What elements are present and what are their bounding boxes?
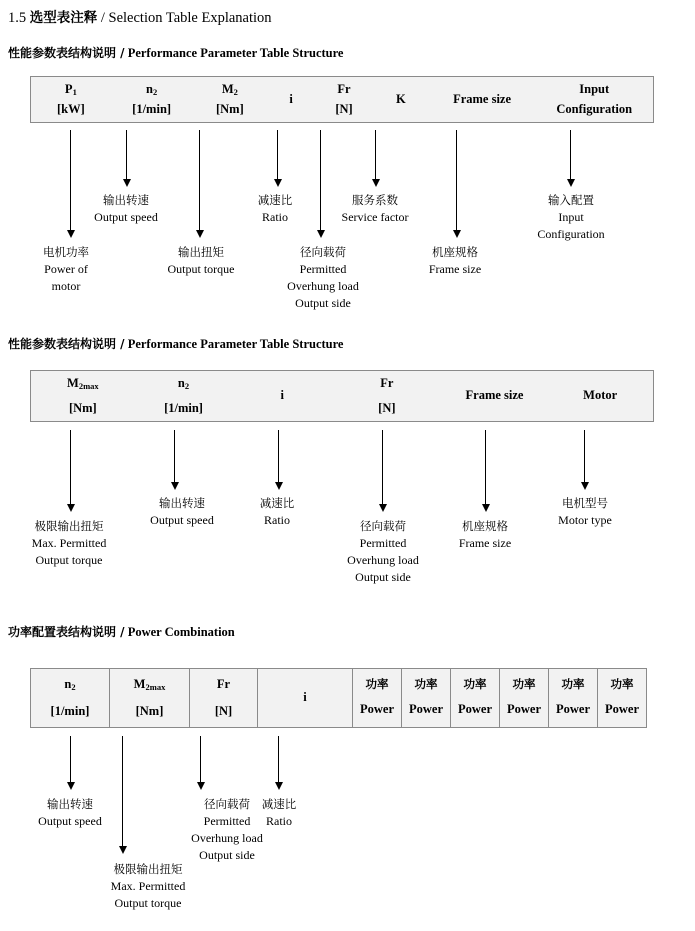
table-3-col-power-4 <box>499 669 548 727</box>
callout-ratio-3 <box>238 796 320 830</box>
performance-parameter-table-2 <box>30 370 654 422</box>
callout-overhung-load-3-en-1: Permitted <box>203 813 251 828</box>
callout-max-permitted-output-torque-3 <box>88 861 208 912</box>
callout-output-torque-en-1: Output torque <box>167 261 235 276</box>
callout-frame-size-2-en-1: Frame size <box>458 535 512 550</box>
callout-max-torque-3-cn: 极限输出扭矩 <box>113 862 183 876</box>
callout-input-configuration <box>516 192 626 243</box>
page-title-sep: / <box>100 10 105 26</box>
table-3-col-power-3-cn: 功率 <box>463 677 487 692</box>
arrow-down-icon <box>274 736 283 790</box>
callout-overhung-load-2-cn: 径向载荷 <box>360 519 406 533</box>
table-3-col-fr <box>189 669 257 727</box>
table-2-col-i-line1: i <box>280 388 284 403</box>
arrow-down-icon <box>481 430 490 512</box>
arrow-down-icon <box>452 130 461 238</box>
table-1-col-i-line1: i <box>289 91 293 106</box>
callout-service-factor-cn: 服务系数 <box>352 193 398 207</box>
table-2-col-fr-line2: [N] <box>378 401 396 415</box>
table-3-col-n2-line1: $n_2$ <box>64 676 76 692</box>
table-1-col-p1-line2: [kW] <box>56 101 85 116</box>
table-1-col-k <box>373 77 429 122</box>
table-3-col-m2max-line2: [Nm] <box>135 704 164 718</box>
table-1-col-input-line1: Input <box>579 82 610 97</box>
callout-input-configuration-en-1: Input <box>558 209 584 224</box>
callout-output-torque <box>146 244 256 278</box>
table-3-col-power-6-cn: 功率 <box>610 677 634 692</box>
table-2-col-m2max-sub: 2max <box>78 380 99 391</box>
callout-motor-type-cn: 电机型号 <box>562 496 608 510</box>
callout-overhung-load-2-en-1: Permitted <box>359 535 407 550</box>
callout-output-speed <box>76 192 176 226</box>
callout-overhung-load-2 <box>322 518 444 587</box>
table-3-col-power-3-en: Power <box>457 702 492 717</box>
callout-frame-size-2 <box>432 518 538 552</box>
arrow-down-icon <box>378 430 387 512</box>
callout-frame-size-cn: 机座规格 <box>432 245 478 259</box>
table-1-col-m2-line2: [Nm] <box>215 101 244 116</box>
callout-output-speed-2-cn: 输出转速 <box>159 496 205 510</box>
table-1-col-fr <box>315 77 373 122</box>
table-3-col-power-2-cn: 功率 <box>414 677 438 692</box>
table-2-col-m2max <box>31 371 135 421</box>
table-1-col-p1 <box>31 77 111 122</box>
power-combination-table <box>30 668 647 728</box>
page-title-number: 1.5 <box>8 10 27 26</box>
section-2-heading <box>8 335 343 352</box>
section-2-heading-en: Performance Parameter Table Structure <box>127 337 344 351</box>
table-1-col-m2 <box>192 77 267 122</box>
section-1-heading-en: Performance Parameter Table Structure <box>127 46 344 60</box>
arrow-down-icon <box>566 130 575 187</box>
performance-parameter-table-1 <box>30 76 654 123</box>
section-3-heading-en: Power Combination <box>127 625 235 639</box>
callout-overhung-load-2-en-2: Overhung load <box>347 553 419 568</box>
callout-max-permitted-output-torque <box>10 518 128 569</box>
callout-output-speed-2-en-1: Output speed <box>150 512 214 527</box>
table-3-col-power-5-cn: 功率 <box>561 677 585 692</box>
table-3-col-power-3 <box>450 669 499 727</box>
callout-ratio-2-cn: 减速比 <box>259 496 295 510</box>
page-title-en: Selection Table Explanation <box>108 10 272 26</box>
callout-output-speed-3-en-1: Output speed <box>38 813 102 828</box>
callout-frame-size-en-1: Frame size <box>428 261 482 276</box>
callout-service-factor <box>316 192 434 226</box>
table-3-col-power-2-en: Power <box>408 702 443 717</box>
callout-frame-size-2-cn: 机座规格 <box>462 519 508 533</box>
callout-overhung-load <box>262 244 384 313</box>
table-3-col-i-line1: i <box>303 690 307 705</box>
callout-max-torque-en-2: Output torque <box>35 553 103 568</box>
callout-overhung-load-en-3: Output side <box>295 296 351 311</box>
table-1-col-m2-line1: $M_2$ <box>221 82 238 98</box>
table-1-col-n2-line2: [1/min] <box>132 101 172 116</box>
callout-overhung-load-en-1: Permitted <box>299 261 347 276</box>
arrow-down-icon <box>118 736 127 854</box>
section-3-heading <box>8 623 235 640</box>
arrow-down-icon <box>371 130 380 187</box>
table-3-col-power-4-cn: 功率 <box>512 677 536 692</box>
callout-overhung-load-cn: 径向载荷 <box>300 245 346 259</box>
callout-overhung-load-3-cn: 径向载荷 <box>204 797 250 811</box>
callout-output-torque-cn: 输出扭矩 <box>178 245 224 259</box>
section-1-heading-cn: 性能参数表结构说明 / <box>8 46 125 60</box>
table-2-col-fr-line1: Fr <box>380 375 394 390</box>
table-3-col-power-1 <box>352 669 401 727</box>
table-2-col-n2 <box>135 371 233 421</box>
table-2-col-n2-sub: 2 <box>184 380 190 391</box>
table-1-col-i <box>267 77 315 122</box>
callout-overhung-load-2-en-3: Output side <box>355 570 411 585</box>
table-3-col-n2-line2: [1/min] <box>50 704 90 718</box>
table-3-col-fr-line2: [N] <box>214 704 233 718</box>
callout-output-speed-2 <box>130 495 234 529</box>
callout-service-factor-en-1: Service factor <box>341 209 409 224</box>
table-2-col-frame-size-line1: Frame size <box>465 388 524 403</box>
table-3-col-fr-line1: Fr <box>216 676 231 691</box>
table-1-col-m2-sub: 2 <box>233 87 238 98</box>
callout-output-speed-en-1: Output speed <box>94 209 158 224</box>
table-3-col-power-5 <box>548 669 597 727</box>
table-1-col-input-configuration <box>535 77 653 122</box>
arrow-down-icon <box>66 736 75 790</box>
arrow-down-icon <box>274 430 283 490</box>
table-1-col-fr-line1: Fr <box>337 82 351 97</box>
section-2-heading-cn: 性能参数表结构说明 / <box>8 337 125 351</box>
table-1-col-n2-sub: 2 <box>152 87 158 98</box>
arrow-down-icon <box>195 130 204 238</box>
table-3-col-power-5-en: Power <box>555 702 590 717</box>
callout-output-speed-3-cn: 输出转速 <box>47 797 93 811</box>
table-2-col-n2-line1: $n_2$ <box>177 375 190 391</box>
callout-max-torque-en-1: Max. Permitted <box>31 535 107 550</box>
callout-ratio-2 <box>236 495 318 529</box>
arrow-down-icon <box>170 430 179 490</box>
callout-max-torque-3-en-2: Output torque <box>114 896 182 911</box>
table-2-col-motor <box>547 371 653 421</box>
table-1-col-frame-size-line1: Frame size <box>453 91 512 106</box>
table-1-col-frame-size <box>429 77 536 122</box>
arrow-down-icon <box>66 130 75 238</box>
callout-motor-type <box>533 495 637 529</box>
table-2-col-i <box>232 371 332 421</box>
callout-input-configuration-en-2: Configuration <box>537 227 605 242</box>
callout-overhung-load-en-2: Overhung load <box>287 279 359 294</box>
table-2-col-fr <box>332 371 442 421</box>
table-2-col-m2max-line1: $M_{2max}$ <box>67 375 99 391</box>
callout-output-speed-cn: 输出转速 <box>103 193 149 207</box>
table-2-col-frame-size <box>442 371 548 421</box>
callout-power-of-motor-cn: 电机功率 <box>43 245 89 259</box>
table-1-col-n2 <box>111 77 193 122</box>
callout-motor-type-en-1: Motor type <box>558 512 612 527</box>
table-3-col-power-6-en: Power <box>604 702 639 717</box>
table-3-col-power-1-en: Power <box>359 702 394 717</box>
section-1-heading <box>8 44 343 61</box>
table-2-col-motor-line1: Motor <box>583 388 618 403</box>
page-title-cn: 选型表注释 <box>29 10 98 26</box>
table-1-col-fr-line2: [N] <box>335 101 353 116</box>
table-1-col-n2-line1: $n_2$ <box>146 82 158 98</box>
table-2-col-m2max-line2: [Nm] <box>68 401 97 415</box>
table-2-col-n2-line2: [1/min] <box>164 401 203 415</box>
table-1-col-p1-line1: $P_1$ <box>64 82 77 98</box>
callout-ratio-cn: 减速比 <box>257 193 293 207</box>
callout-max-torque-3-en-1: Max. Permitted <box>110 878 186 893</box>
callout-ratio-3-cn: 减速比 <box>261 797 297 811</box>
table-1-col-input-line2: Configuration <box>556 101 633 116</box>
callout-ratio-3-en-1: Ratio <box>266 813 292 828</box>
callout-ratio-2-en-1: Ratio <box>264 512 290 527</box>
callout-overhung-load-3-en-2: Overhung load <box>191 831 263 846</box>
callout-max-torque-cn: 极限输出扭矩 <box>34 519 104 533</box>
table-3-col-m2max <box>109 669 189 727</box>
arrow-down-icon <box>196 736 205 790</box>
table-3-col-n2-sub: 2 <box>71 681 76 692</box>
table-3-col-m2max-sub: 2max <box>145 681 166 692</box>
callout-frame-size <box>402 244 508 278</box>
arrow-down-icon <box>273 130 282 187</box>
table-3-col-i <box>257 669 352 727</box>
arrow-down-icon <box>66 430 75 512</box>
page-title <box>8 6 272 27</box>
table-3-col-n2 <box>31 669 109 727</box>
callout-power-of-motor-en-1: Power of <box>44 261 88 276</box>
callout-output-speed-3 <box>18 796 122 830</box>
arrow-down-icon <box>122 130 131 187</box>
callout-power-of-motor <box>16 244 116 295</box>
table-3-col-m2max-line1: $M_{2max}$ <box>133 676 166 692</box>
table-3-col-power-1-cn: 功率 <box>365 677 389 692</box>
section-3-heading-cn: 功率配置表结构说明 / <box>8 625 125 639</box>
callout-power-of-motor-en-2: motor <box>51 279 81 294</box>
callout-ratio-en-1: Ratio <box>262 209 288 224</box>
table-3-col-power-6 <box>597 669 646 727</box>
table-1-col-p1-sub: 1 <box>72 87 77 98</box>
table-3-col-power-4-en: Power <box>506 702 541 717</box>
callout-ratio <box>232 192 318 226</box>
arrow-down-icon <box>580 430 589 490</box>
table-3-col-power-2 <box>401 669 450 727</box>
table-1-col-k-line1: K <box>395 91 406 106</box>
callout-input-configuration-cn: 输入配置 <box>548 193 594 207</box>
callout-overhung-load-3-en-3: Output side <box>199 848 255 863</box>
